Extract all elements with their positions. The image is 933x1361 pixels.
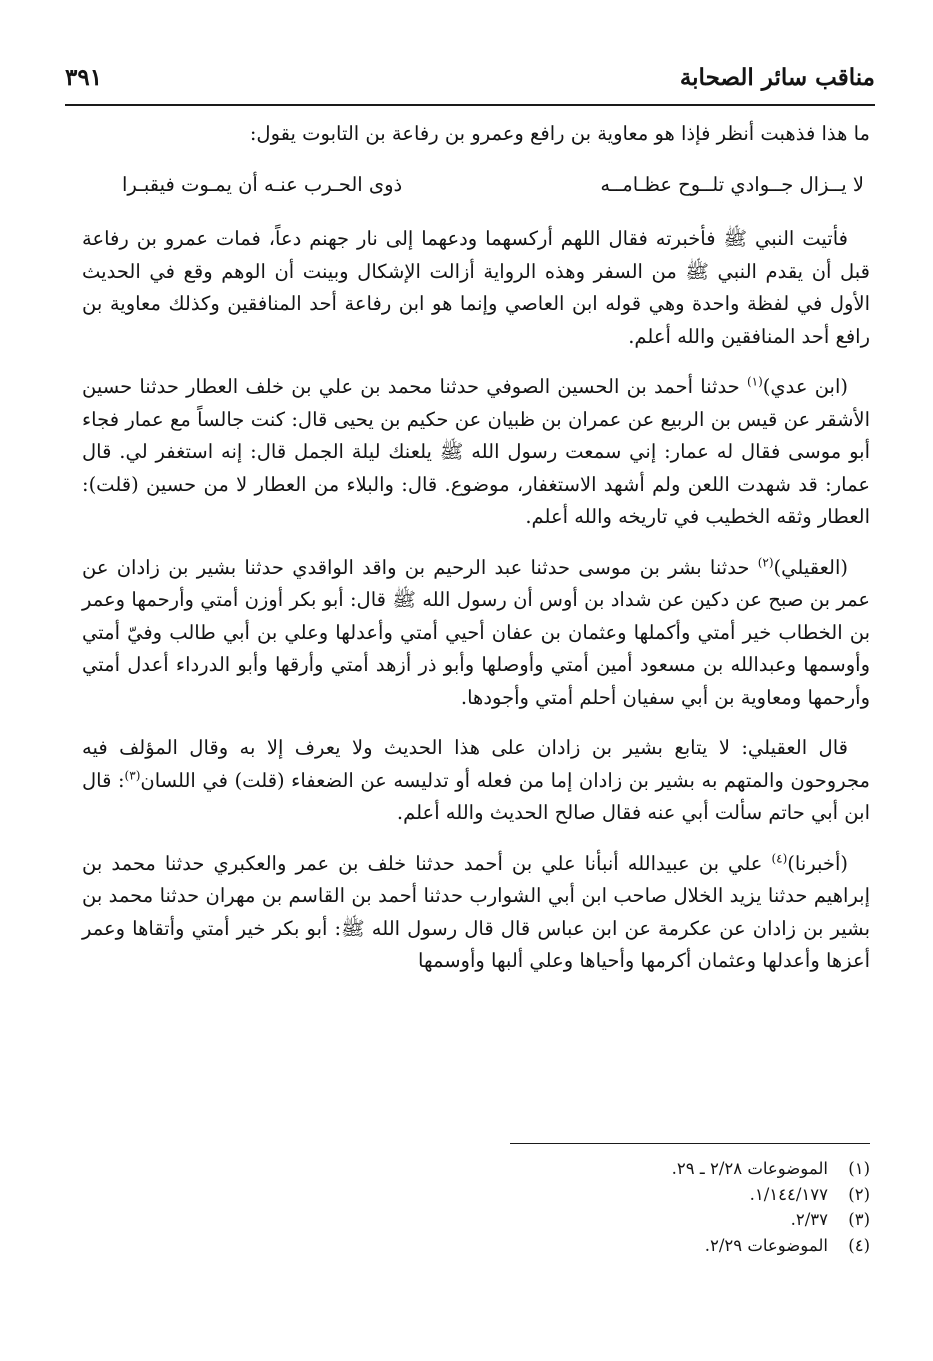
footnote-text: الموضوعات ٢/٢٨ ـ ٢٩. (671, 1159, 828, 1178)
footnote-number: (٣) (848, 1210, 870, 1229)
paragraph-3-text: حدثنا أحمد بن الحسين الصوفي حدثنا محمد بن علي بن خلف العطار حدثنا حسين الأشقر عن قيس بن الربيع عن عمران بن ظبيان عن حكيم بن يحيى قال: كنت جالساً مع عمار فجاء أبو موسى فقال له عمار: إني سمعت رسول الله ﷺ يلعنك ليلة الجمل قال: إنه استغفر لي. قال عمار: قد شهدت اللعن ولم أشهد الاستغفار، موضوع. قال: والبلاء من العطار لا من حسين (قلت): العطار وثقه الخطيب في تاريخه والله أعلم. (82, 375, 870, 528)
paragraph-6 (82, 848, 870, 978)
poetry-verse (82, 169, 870, 202)
paragraph-4-text: حدثنا بشر بن موسى حدثنا عبد الرحيم بن واقد الواقدي حدثنا بشير بن زادان عن عمر بن صبح عن دكين عن شداد بن أوس أن رسول الله ﷺ قال: أبو بكر أوزن أمتي وأرحمها وعمر بن الخطاب خير أمتي وأكملها وعثمان بن عفان أحيي أمتي وأعدلها وعلي بن أبي طالب وفيّ أمتي وأوسمها وعبدالله بن مسعود أمين أمتي وأوصلها وأبو ذر أزهد أمتي وأرقها وأبو الدرداء أعدل أمتي وأرحمها ومعاوية بن أبي سفيان أحلم أمتي وأجودها. (82, 555, 870, 709)
paragraph-5-text-b: : قال ابن أبي حاتم سألت أبي عنه فقال صالح الحديث والله أعلم. (82, 768, 870, 824)
footnote-item (400, 1182, 870, 1208)
footnote-ref-1: (١) (746, 374, 763, 389)
footnote-ref-2: (٢) (757, 555, 774, 569)
paragraph-1: ما هذا فذهبت أنظر فإذا هو معاوية بن رافع وعمرو بن رفاعة بن التابوت يقول: (249, 122, 870, 145)
page-number: ٣٩١ (65, 64, 103, 91)
footnote-item (400, 1207, 870, 1233)
source-attribution: (ابن عدي) (762, 375, 848, 398)
footnotes (400, 1156, 870, 1258)
source-attribution: (العقيلي) (773, 555, 848, 579)
footnote-item (400, 1156, 870, 1182)
verse-first-hemistich: لا يــزال جــوادي تلــوح عظـامــه (600, 172, 864, 196)
footnote-number: (٤) (848, 1235, 870, 1255)
footnote-text: الموضوعات ٢/٢٩. (704, 1235, 828, 1255)
paragraph-2: فأتيت النبي ﷺ فأخبرته فقال اللهم أركسهما ودعهما إلى نار جهنم دعاً، فمات عمرو بن رفاعة قبل أن يقدم النبي ﷺ من السفر وهذه الرواية أزالت الإشكال وبينت أن الوهم وقع في الحديث الأول في لفظة واحدة وهي قوله ابن العاصي وإنما هو ابن رفاعة أحد المنافقين وكذلك معاوية بن رافع أحد المنافقين والله أعلم. (82, 227, 870, 348)
footnote-text: ١/١٤٤/١٧٧. (749, 1184, 828, 1204)
paragraph-6-text: علي بن عبيدالله أنبأنا علي بن أحمد حدثنا خلف بن عمر والعكبري حدثنا محمد بن إبراهيم حدثنا يزيد الخلال صاحب ابن أبي الشوارب حدثنا أحمد بن القاسم بن مهران حدثنا محمد بن بشير بن زادان عن عكرمة عن ابن عباس قال قال رسول الله ﷺ: أبو بكر خير أمتي وأتقاها وعمر أعزها وأعدلها وعثمان أكرمها وأحياها وعلي ألبها وأوسمها (82, 851, 870, 972)
paragraph-3 (82, 371, 870, 534)
paragraph-4 (82, 552, 870, 715)
footnote-text: ٢/٣٧. (790, 1210, 828, 1229)
header-rule (65, 104, 875, 106)
running-title: مناقب سائر الصحابة (679, 64, 875, 91)
footnote-number: (١) (848, 1159, 870, 1178)
verse-second-hemistich: ذوى الحـرب عنـه أن يمـوت فيقبـرا (122, 172, 403, 196)
footnote-ref-3: (٣) (124, 768, 141, 782)
paragraph-5 (82, 732, 870, 830)
footnote-item (400, 1233, 870, 1259)
footnote-ref-4: (٤) (771, 851, 788, 865)
footnote-separator (510, 1143, 870, 1144)
source-attribution: (أخبرنا) (787, 851, 848, 875)
footnote-number: (٢) (848, 1184, 870, 1204)
page-header (65, 64, 875, 102)
main-text (82, 118, 870, 996)
paragraph-5-text-a: قال العقيلي: لا يتابع بشير بن زادان على هذا الحديث ولا يعرف إلا به وقال المؤلف فيه مجروحون والمتهم به بشير بن زادان إما من فعله أو تدليسه عن الضعفاء (قلت) في اللسان (82, 736, 871, 792)
